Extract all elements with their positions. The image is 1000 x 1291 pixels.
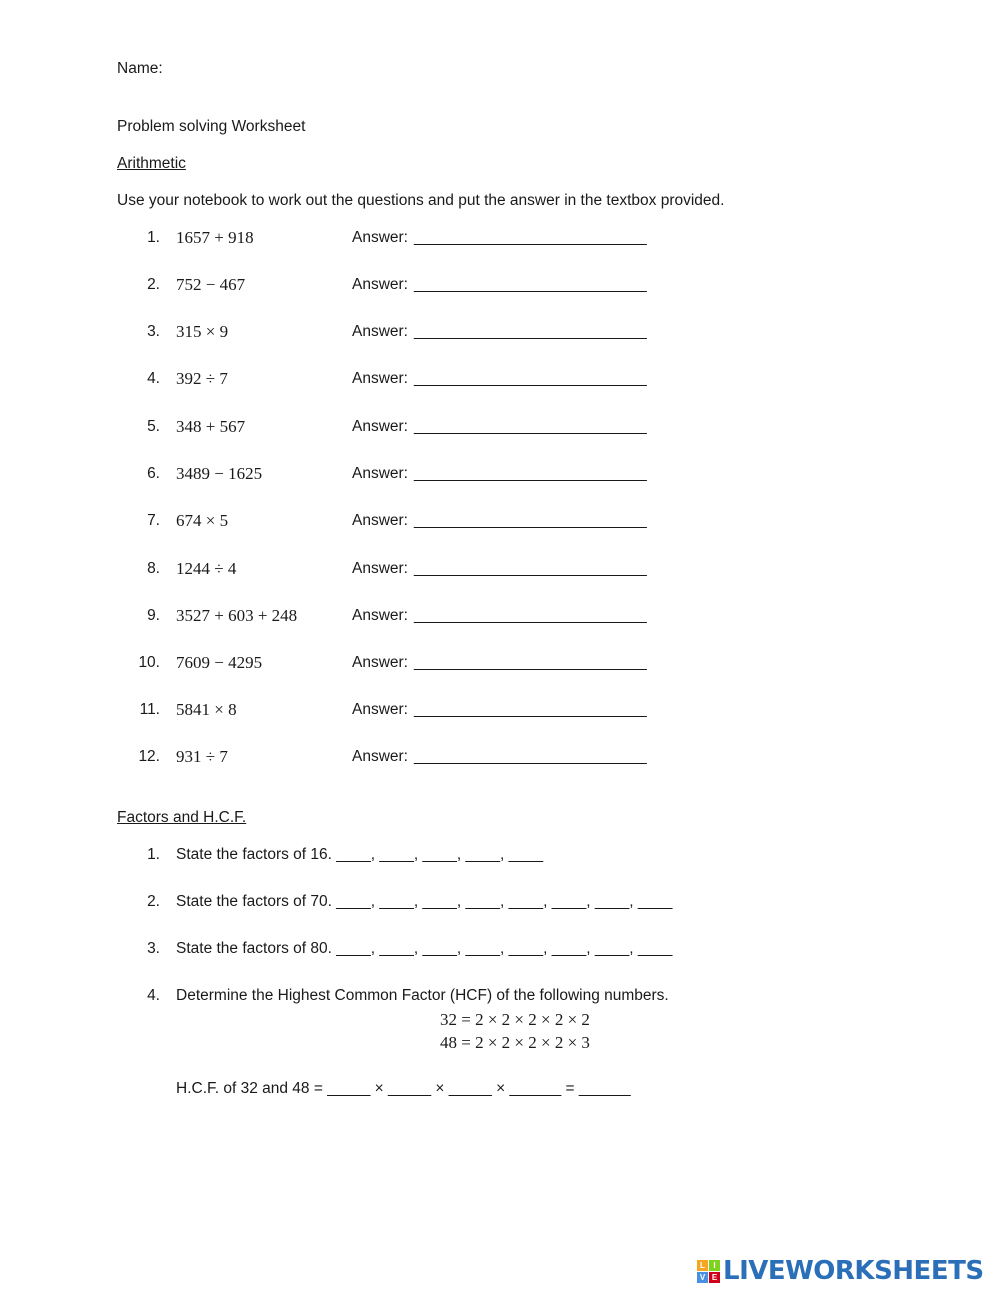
question-number: 2. [147,893,160,910]
expression: 3527 + 603 + 248 [176,606,298,625]
answer-label: Answer: [352,418,408,435]
answer-label: Answer: [352,560,408,577]
answer-blank[interactable]: ___________________________ [414,418,647,435]
expression: 348 + 567 [176,417,246,436]
answer-blank[interactable]: ___________________________ [414,512,647,529]
hcf-answer-line[interactable]: H.C.F. of 32 and 48 = _____ × _____ × _____ × ______ = ______ [176,1080,631,1097]
expression: 5841 × 8 [176,700,237,719]
expression: 1657 + 918 [176,228,254,247]
expression: 7609 − 4295 [176,653,263,672]
prime-factorization-32: 32 = 2 × 2 × 2 × 2 × 2 [440,1010,590,1029]
question-number: 9. [147,607,160,624]
answer-label: Answer: [352,607,408,624]
question-number: 5. [147,418,160,435]
expression: 3489 − 1625 [176,464,263,483]
answer-label: Answer: [352,465,408,482]
worksheet-title: Problem solving Worksheet [117,118,306,135]
logo-text: LIVEWORKSHEETS [723,1256,984,1286]
logo-block: V [697,1272,708,1283]
section-heading-factors: Factors and H.C.F. [117,809,247,826]
liveworksheets-logo [697,1256,984,1286]
answer-label: Answer: [352,748,408,765]
answer-label: Answer: [352,229,408,246]
answer-label: Answer: [352,512,408,529]
expression: 674 × 5 [176,511,229,530]
expression: 931 ÷ 7 [176,747,228,766]
answer-label: Answer: [352,370,408,387]
name-label: Name: [117,60,163,77]
question-number: 11. [139,701,160,718]
answer-blank[interactable]: ___________________________ [414,370,647,387]
question-text: State the factors of 80. ____, ____, ____, ____, ____, ____, ____, ____ [176,940,673,957]
question-number: 12. [138,748,160,765]
question-number: 4. [147,987,160,1004]
expression: 315 × 9 [176,322,229,341]
question-number: 6. [147,465,160,482]
question-number: 4. [147,370,160,387]
question-text: State the factors of 16. ____, ____, ____, ____, ____ [176,846,544,863]
answer-label: Answer: [352,276,408,293]
answer-label: Answer: [352,654,408,671]
answer-blank[interactable]: ___________________________ [414,748,647,765]
answer-blank[interactable]: ___________________________ [414,323,647,340]
instructions: Use your notebook to work out the questions and put the answer in the textbox provided. [117,192,725,209]
section-heading-arithmetic: Arithmetic [117,155,186,172]
question-number: 2. [147,276,160,293]
answer-blank[interactable]: ___________________________ [414,465,647,482]
question-text: Determine the Highest Common Factor (HCF) of the following numbers. [176,987,669,1004]
logo-block: E [709,1272,720,1283]
answer-blank[interactable]: ___________________________ [414,560,647,577]
question-number: 1. [147,229,160,246]
logo-blocks-icon [697,1260,720,1283]
expression: 752 − 467 [176,275,246,294]
question-text: State the factors of 70. ____, ____, ____, ____, ____, ____, ____, ____ [176,893,673,910]
answer-blank[interactable]: ___________________________ [414,701,647,718]
expression: 392 ÷ 7 [176,369,228,388]
question-number: 3. [147,323,160,340]
answer-blank[interactable]: ___________________________ [414,229,647,246]
question-number: 3. [147,940,160,957]
question-number: 7. [147,512,160,529]
expression: 1244 ÷ 4 [176,559,237,578]
question-number: 8. [147,560,160,577]
logo-block: I [709,1260,720,1271]
answer-label: Answer: [352,323,408,340]
answer-blank[interactable]: ___________________________ [414,654,647,671]
logo-block: L [697,1260,708,1271]
question-number: 1. [147,846,160,863]
prime-factorization-48: 48 = 2 × 2 × 2 × 2 × 3 [440,1033,590,1052]
answer-label: Answer: [352,701,408,718]
answer-blank[interactable]: ___________________________ [414,276,647,293]
question-number: 10. [138,654,160,671]
answer-blank[interactable]: ___________________________ [414,607,647,624]
